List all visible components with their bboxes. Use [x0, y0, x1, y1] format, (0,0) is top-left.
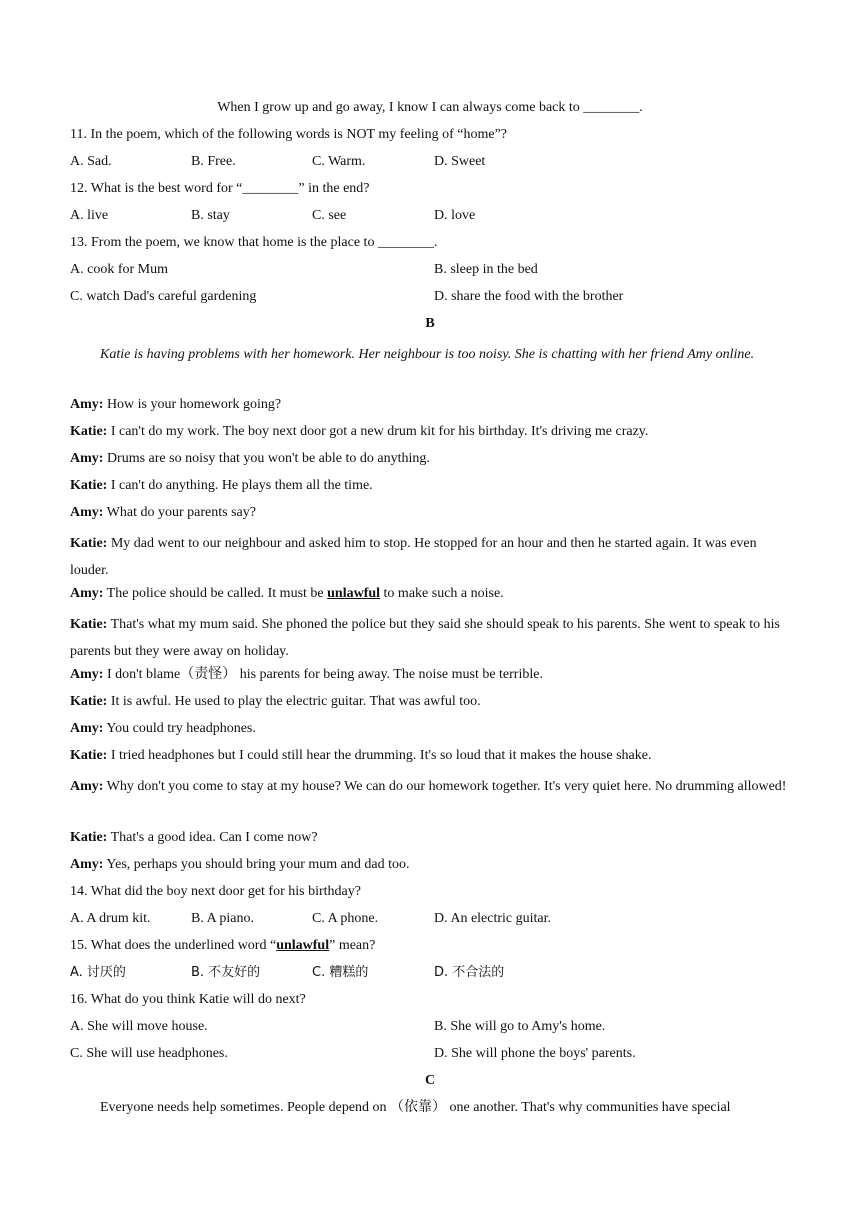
poem-last-line: When I grow up and go away, I know I can always come back to ________. — [217, 100, 643, 115]
speech: It is awful. He used to play the electric guitar. That was awful too. — [107, 694, 481, 709]
dialogue-line — [70, 773, 790, 800]
section-c-intro: Everyone needs help sometimes. People depend on （依靠） one another. That's why communities have special — [100, 1100, 731, 1115]
dialogue-line — [70, 530, 790, 584]
option-b[interactable]: B. stay — [191, 208, 230, 223]
dialogue-line — [70, 584, 790, 604]
dialogue-line — [70, 692, 790, 712]
speaker: Amy: — [70, 857, 104, 872]
speech: I can't do anything. He plays them all the time. — [107, 478, 373, 493]
option-b[interactable]: B. She will go to Amy's home. — [434, 1019, 606, 1034]
dialogue-line — [70, 422, 790, 442]
stem-text: 15. What does the underlined word “ — [70, 938, 277, 953]
speaker: Amy: — [70, 451, 104, 466]
option-c[interactable]: C. Warm. — [312, 154, 366, 169]
option-c[interactable]: C. see — [312, 208, 347, 223]
speaker: Katie: — [70, 748, 108, 763]
dialogue-line — [70, 665, 790, 685]
option-d[interactable]: D. Sweet — [434, 154, 486, 169]
option-a[interactable]: A. She will move house. — [70, 1019, 208, 1034]
question-12-stem: 12. What is the best word for “________” in the end? — [70, 181, 370, 196]
speech: You could try headphones. — [103, 721, 256, 736]
option-d[interactable]: D. 不合法的 — [434, 965, 505, 980]
speaker: Katie: — [70, 694, 108, 709]
speaker: Amy: — [70, 505, 104, 520]
speech: to make such a noise. — [380, 586, 504, 601]
speaker: Katie: — [70, 830, 108, 845]
option-b[interactable]: B. sleep in the bed — [434, 262, 538, 277]
speaker: Amy: — [70, 721, 104, 736]
option-a[interactable]: A. A drum kit. — [70, 911, 151, 926]
speaker: Amy: — [70, 397, 104, 412]
speaker: Katie: — [70, 424, 108, 439]
speaker: Katie: — [70, 536, 108, 551]
speech: That's what my mum said. She phoned the police but they said she should speak to his parents. She went to speak to his parents but they were away on holiday. — [70, 617, 780, 659]
option-a[interactable]: A. 讨厌的 — [70, 965, 126, 980]
dialogue-line — [70, 476, 790, 496]
speaker: Katie: — [70, 478, 108, 493]
option-b[interactable]: B. Free. — [191, 154, 236, 169]
speech: Drums are so noisy that you won't be able to do anything. — [103, 451, 430, 466]
option-c[interactable]: C. 糟糕的 — [312, 965, 369, 980]
speech: The police should be called. It must be — [103, 586, 328, 601]
speech: What do your parents say? — [103, 505, 256, 520]
option-c[interactable]: C. A phone. — [312, 911, 379, 926]
question-15-stem — [70, 936, 790, 956]
option-a[interactable]: A. Sad. — [70, 154, 112, 169]
option-d[interactable]: D. love — [434, 208, 476, 223]
speech: I can't do my work. The boy next door got a new drum kit for his birthday. It's driving me crazy. — [107, 424, 649, 439]
speech: I don't blame（责怪） his parents for being away. The noise must be terrible. — [103, 667, 543, 682]
option-d[interactable]: D. She will phone the boys' parents. — [434, 1046, 636, 1061]
dialogue-line — [70, 719, 790, 739]
question-11-stem: 11. In the poem, which of the following words is NOT my feeling of “home”? — [70, 127, 508, 142]
dialogue-line — [70, 449, 790, 469]
section-c-heading: C — [424, 1073, 436, 1088]
dialogue-line — [70, 503, 790, 523]
option-c[interactable]: C. watch Dad's careful gardening — [70, 289, 257, 304]
question-13-stem: 13. From the poem, we know that home is the place to ________. — [70, 235, 438, 250]
speaker: Amy: — [70, 667, 104, 682]
speaker: Amy: — [70, 586, 104, 601]
speech: Why don't you come to stay at my house? We can do our homework together. It's very quiet here. No drumming allowed! — [103, 779, 787, 794]
dialogue-line — [70, 828, 790, 848]
underlined-word: unlawful — [276, 938, 330, 953]
dialogue-line — [70, 746, 790, 766]
question-14-stem: 14. What did the boy next door get for his birthday? — [70, 884, 361, 899]
speech: I tried headphones but I could still hear the drumming. It's so loud that it makes the house shake. — [107, 748, 652, 763]
option-b[interactable]: B. A piano. — [191, 911, 255, 926]
dialogue-line — [70, 611, 790, 665]
speaker: Amy: — [70, 779, 104, 794]
speech: Yes, perhaps you should bring your mum and dad too. — [103, 857, 410, 872]
dialogue-line — [70, 395, 790, 415]
speech: That's a good idea. Can I come now? — [107, 830, 318, 845]
option-d[interactable]: D. share the food with the brother — [434, 289, 624, 304]
question-16-stem: 16. What do you think Katie will do next? — [70, 992, 306, 1007]
stem-text: ” mean? — [329, 938, 376, 953]
option-c[interactable]: C. She will use headphones. — [70, 1046, 228, 1061]
option-a[interactable]: A. live — [70, 208, 109, 223]
section-b-intro: Katie is having problems with her homework. Her neighbour is too noisy. She is chatting with her friend Amy online. — [100, 347, 755, 362]
underlined-word: unlawful — [327, 586, 381, 601]
section-b-heading: B — [425, 316, 435, 331]
option-d[interactable]: D. An electric guitar. — [434, 911, 552, 926]
dialogue-line — [70, 855, 790, 875]
option-a[interactable]: A. cook for Mum — [70, 262, 168, 277]
speaker: Katie: — [70, 617, 108, 632]
speech: How is your homework going? — [103, 397, 282, 412]
option-b[interactable]: B. 不友好的 — [191, 965, 261, 980]
speech: My dad went to our neighbour and asked him to stop. He stopped for an hour and then he started again. It was even louder. — [70, 536, 757, 578]
